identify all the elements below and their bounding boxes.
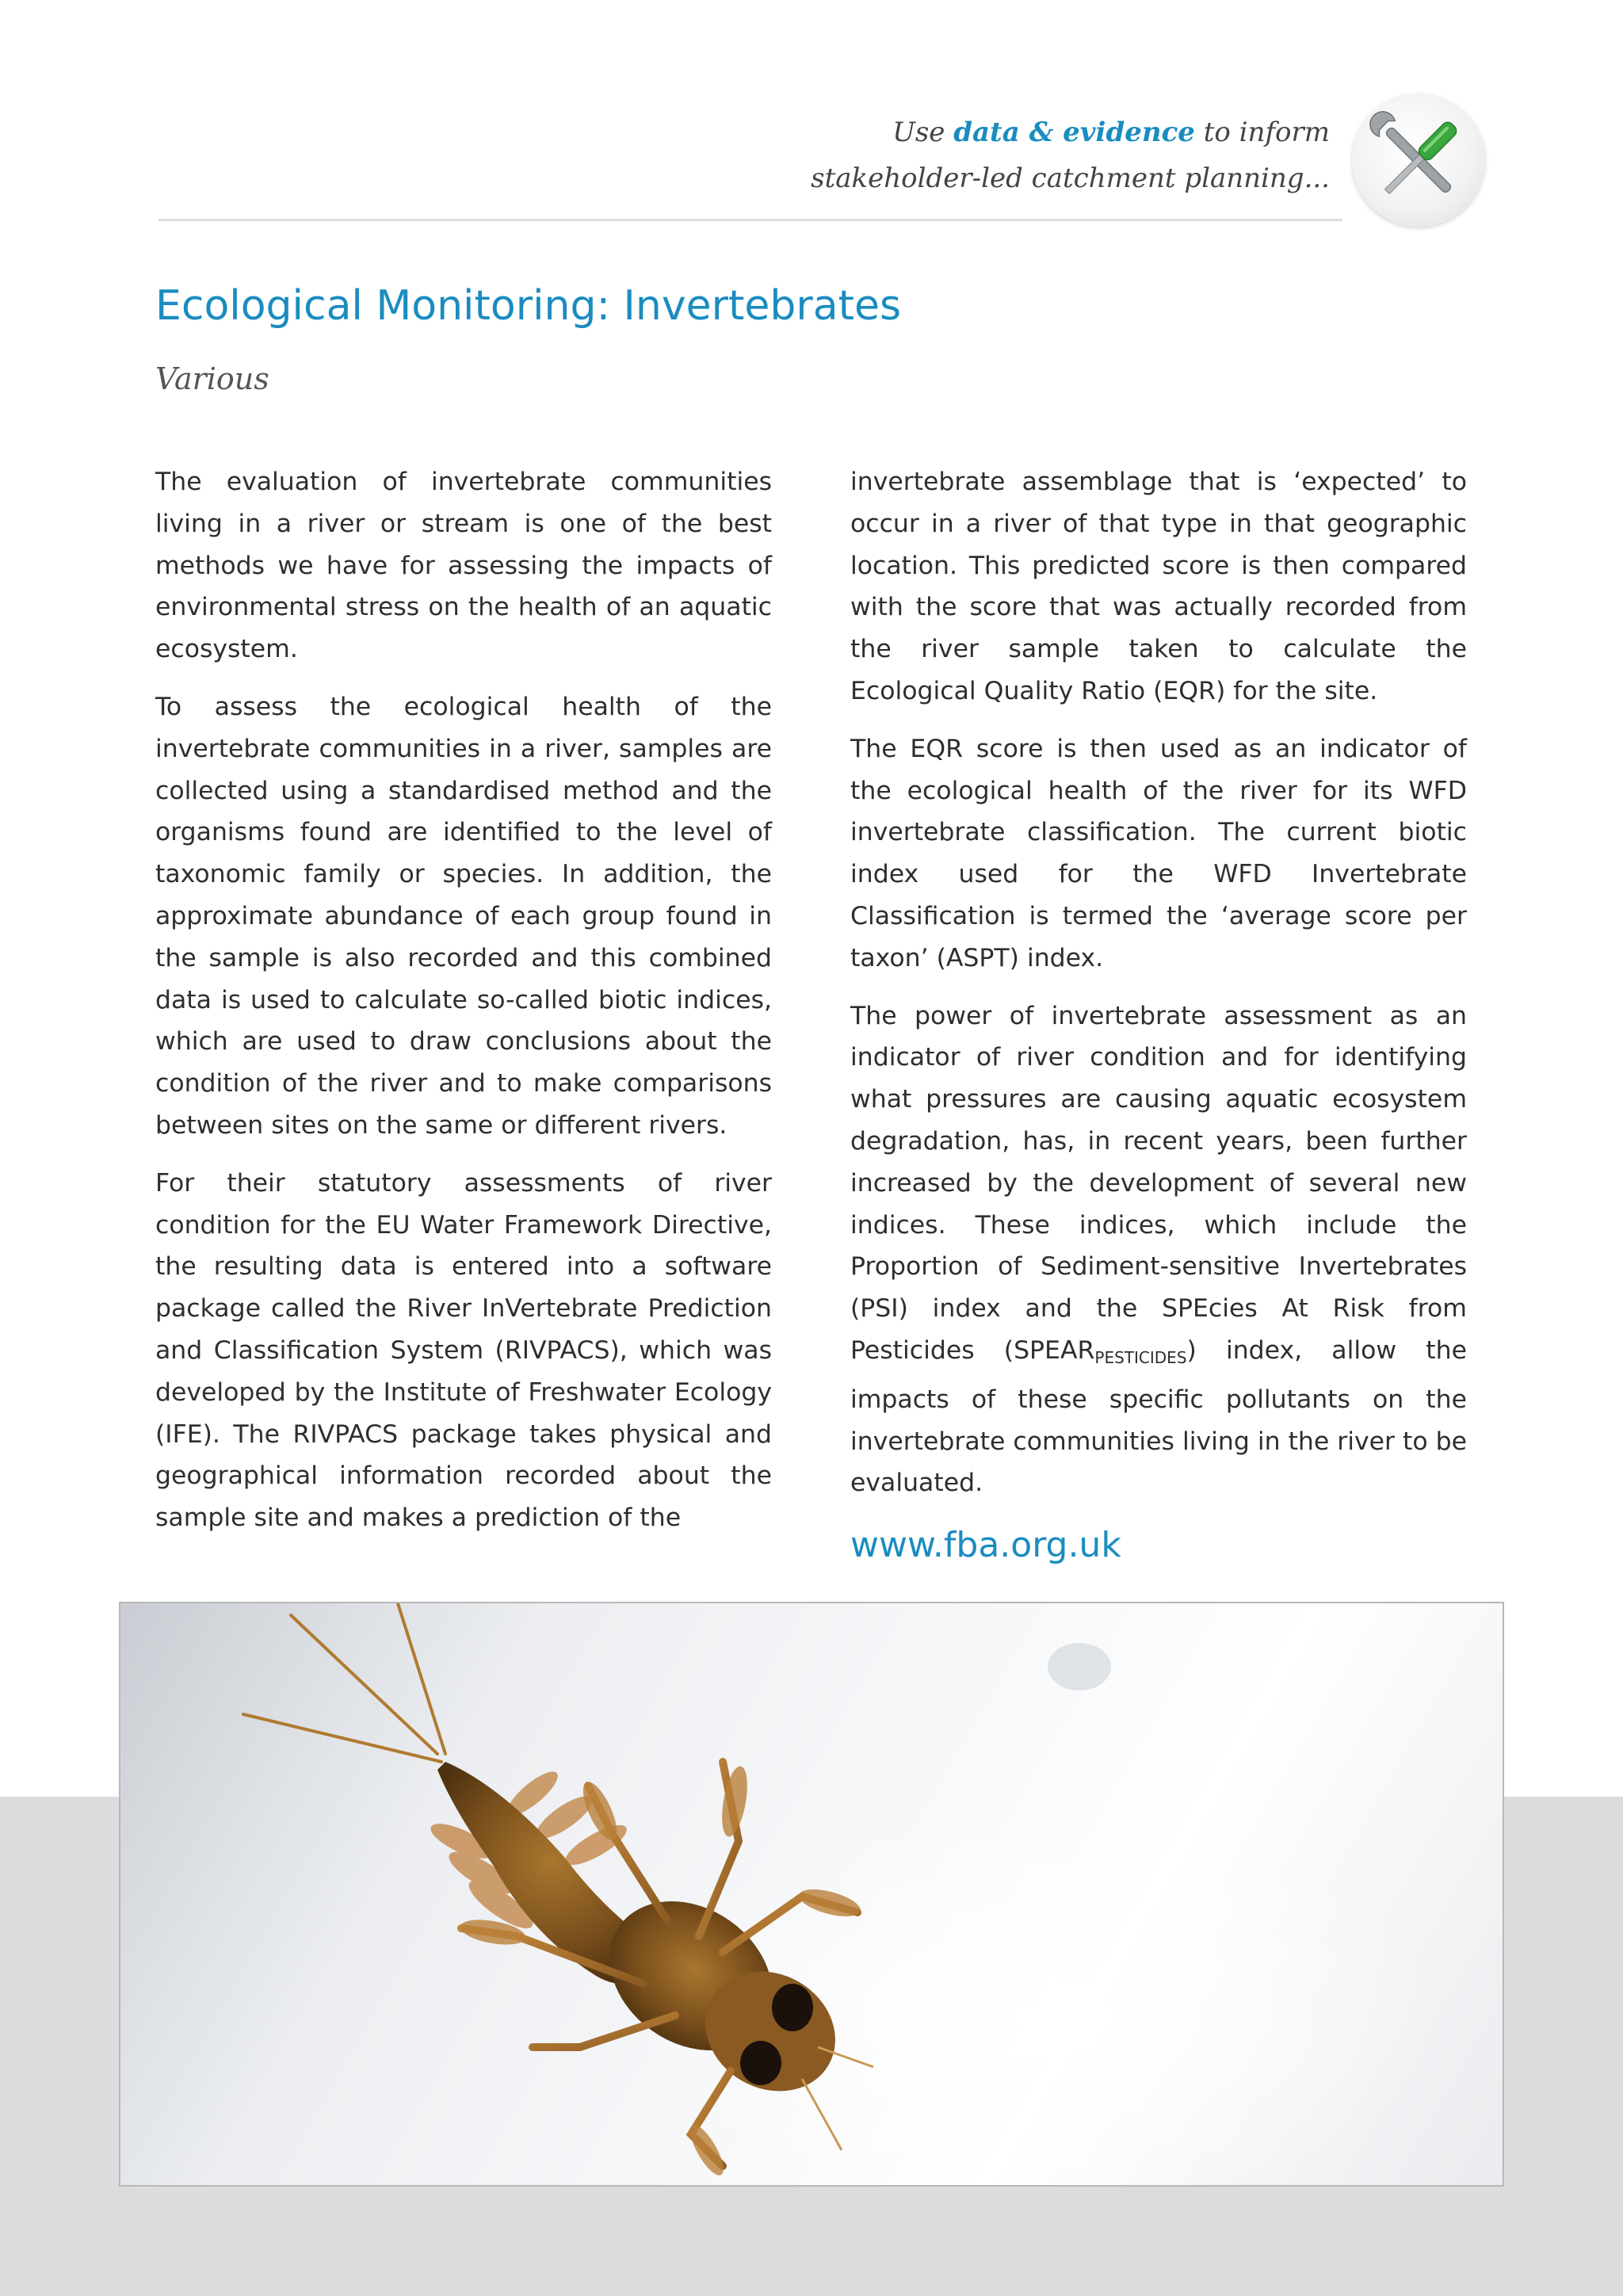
paragraph: The EQR score is then used as an indicator of the ecological health of the river for its WFD invertebrate classification. The current biotic index used for the WFD Invertebrate Classification is termed the ‘average score per taxon’ (ASPT) index. — [850, 734, 1467, 972]
paragraph: For their statutory assessments of river condition for the EU Water Framework Directive, the resulting data is entered into a software package called the River InVertebrate Prediction and Classification System (RIVPACS), which was developed by the Institute of Freshwater Ecology (IFE). The RIVPACS package takes physical and geographical information recorded about the sample site and makes a prediction of the — [155, 1168, 772, 1533]
mayfly-nymph-photo — [119, 1602, 1504, 2187]
website-link[interactable]: www.fba.org.uk — [850, 1525, 1121, 1566]
tagline-line-2: stakeholder-led catchment planning... — [811, 162, 1330, 194]
tagline-text: to inform — [1203, 117, 1330, 148]
paragraph — [850, 995, 1467, 1505]
left-column — [155, 461, 772, 1555]
page-title: Ecological Monitoring: Invertebrates — [155, 282, 902, 330]
tagline-text: Use — [892, 117, 945, 148]
author-line: Various — [155, 361, 269, 396]
right-column — [850, 461, 1467, 1571]
subscript: PESTICIDES — [1094, 1347, 1187, 1367]
wrench-and-screwdriver-icon — [1352, 94, 1485, 227]
tagline-line-1 — [811, 109, 1330, 155]
paragraph-text: ) index, allow the impacts of these specific pollutants on the invertebrate communities living in the river to be evaluated. — [850, 1335, 1467, 1498]
paragraph: To assess the ecological health of the invertebrate communities in a river, samples are collected using a standardised method and the organisms found are identified to the level of taxonomic family or species. In addition, the approximate abundance of each group found in the sample is also recorded and this combined data is used to calculate so-called biotic indices, which are used to draw conclusions about the condition of the river and to make comparisons between sites on the same or different rivers. — [155, 692, 772, 1140]
paragraph: invertebrate assemblage that is ‘expected’ to occur in a river of that type in that geographic location. This predicted score is then compared with the score that was actually recorded from the river sample taken to calculate the Ecological Quality Ratio (EQR) for the site. — [850, 468, 1467, 705]
tagline-accent: data & evidence — [953, 117, 1195, 148]
header-tagline — [811, 109, 1330, 201]
header-divider — [158, 219, 1342, 221]
paragraph: The evaluation of invertebrate communities living in a river or stream is one of the best methods we have for assessing the impacts of environmental stress on the health of an aquatic ecosystem. — [155, 468, 772, 664]
paragraph-text: The power of invertebrate assessment as an indicator of river condition and for identifying what pressures are causing aquatic ecosystem degradation, has, in recent years, been further increased by the development of several new indices. These indices, which include the Proportion of Sediment-sensitive Invertebrates (PSI) index and the SPEcies At Risk from Pesticides (SPEAR — [850, 1001, 1467, 1365]
